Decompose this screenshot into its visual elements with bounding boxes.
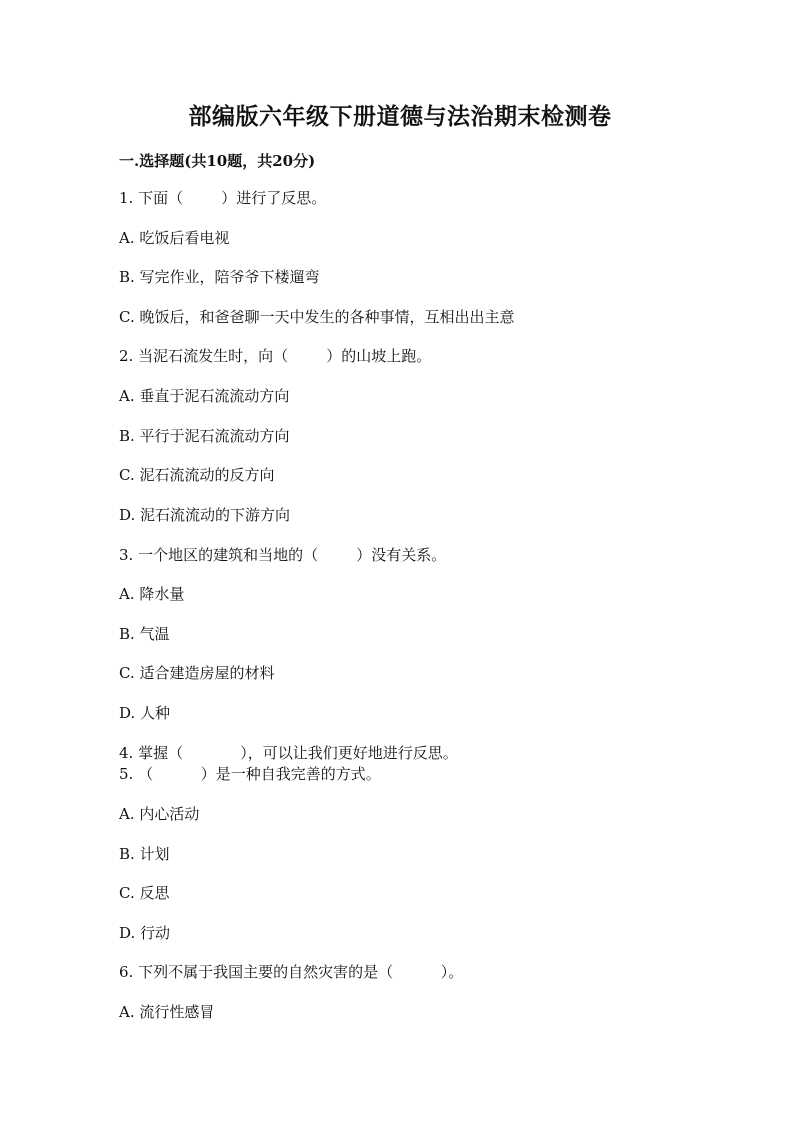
question-2: 2. 当泥石流发生时，向（ ）的山坡上跑。 — [119, 347, 432, 365]
question-1-option-b: B. 写完作业，陪爷爷下楼遛弯 — [119, 268, 320, 286]
question-5-option-d: D. 行动 — [119, 924, 171, 942]
question-2-option-b: B. 平行于泥石流流动方向 — [119, 427, 290, 445]
question-2-option-d: D. 泥石流流动的下游方向 — [119, 506, 291, 524]
question-6-option-a: A. 流行性感冒 — [119, 1003, 215, 1021]
question-5-option-a: A. 内心活动 — [119, 805, 200, 823]
page-title: 部编版六年级下册道德与法治期末检测卷 — [188, 103, 612, 130]
question-3-option-b: B. 气温 — [119, 625, 170, 643]
question-1-option-a: A. 吃饭后看电视 — [119, 229, 230, 247]
question-2-option-c: C. 泥石流流动的反方向 — [119, 466, 275, 484]
question-3-option-a: A. 降水量 — [119, 585, 185, 603]
question-3: 3. 一个地区的建筑和当地的（ ）没有关系。 — [119, 546, 447, 564]
question-2-option-a: A. 垂直于泥石流流动方向 — [119, 387, 290, 405]
question-5-option-b: B. 计划 — [119, 845, 170, 863]
section-heading: 一.选择题(共10题，共20分) — [119, 152, 316, 170]
question-5: 5. （ ）是一种自我完善的方式。 — [119, 765, 381, 783]
question-3-option-d: D. 人种 — [119, 704, 171, 722]
question-3-option-c: C. 适合建造房屋的材料 — [119, 664, 275, 682]
question-6: 6. 下列不属于我国主要的自然灾害的是（ ）。 — [119, 963, 464, 981]
question-1: 1. 下面（ ）进行了反思。 — [119, 189, 327, 207]
question-4: 4. 掌握（ ），可以让我们更好地进行反思。 — [119, 744, 458, 762]
question-1-option-c: C. 晚饭后，和爸爸聊一天中发生的各种事情，互相出出主意 — [119, 308, 515, 326]
question-5-option-c: C. 反思 — [119, 884, 170, 902]
